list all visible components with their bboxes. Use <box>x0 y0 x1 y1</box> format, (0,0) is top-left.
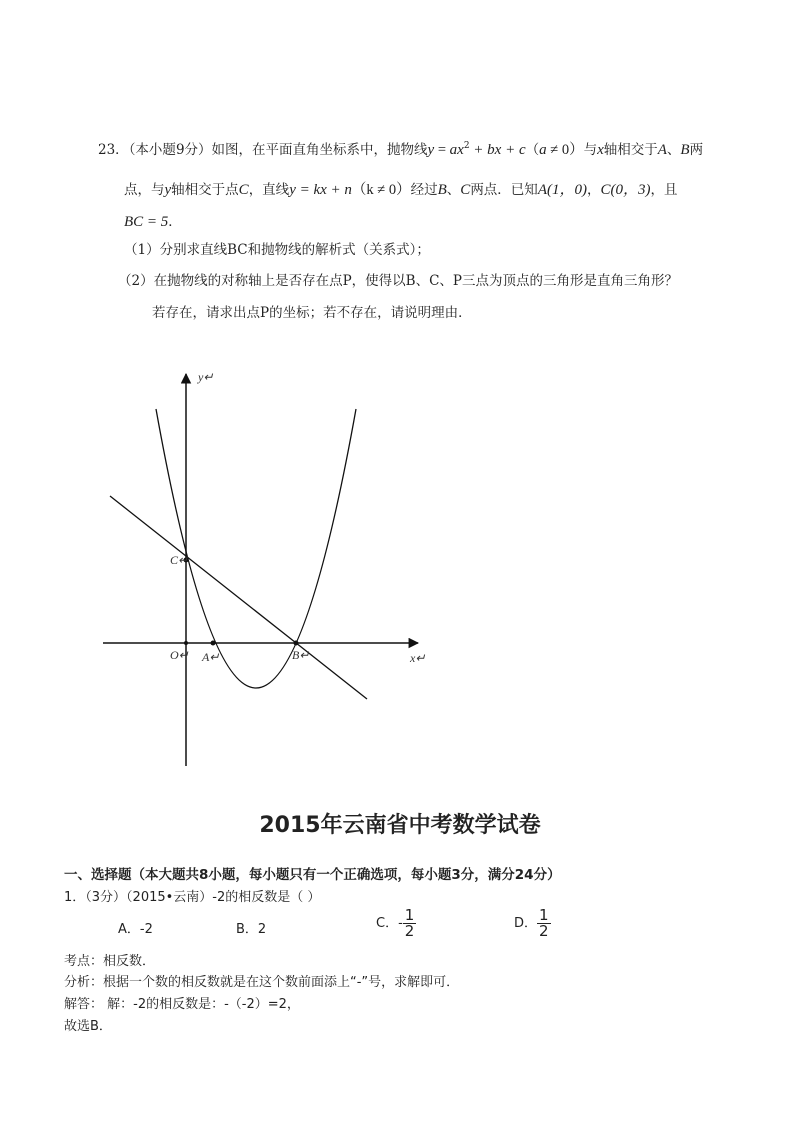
section-heading: 一、选择题（本大题共8小题，每小题只有一个正确选项，每小题3分，满分24分） <box>64 867 561 883</box>
exam-title: 2015年云南省中考数学试卷 <box>259 813 541 838</box>
point-b-label: B↵ <box>292 648 310 662</box>
jieda-line: 解答： 解：-2的相反数是：-（-2）=2， <box>64 997 300 1012</box>
point-a-label: A↵ <box>202 650 220 664</box>
point-c-label: C↵ <box>170 553 189 567</box>
answer-line: 故选B． <box>64 1019 112 1034</box>
option-c: C．- $\frac{1}{2}$ <box>376 906 415 940</box>
point-a <box>211 641 216 646</box>
q23-part2-continued: 若存在，请求出点P的坐标；若不存在，请说明理由． <box>152 305 472 321</box>
option-a: A．-2 <box>118 922 153 937</box>
x-axis-label: x↵ <box>410 651 426 665</box>
kaodian-line: 考点：相反数． <box>64 954 156 969</box>
fraction-half: $\frac{1}{2}$ <box>404 906 415 940</box>
q23-part1: （1）分别求直线BC和抛物线的解析式（关系式）； <box>124 242 430 258</box>
question-1: 1．（3分）（2015•云南）-2的相反数是（ ） <box>64 890 321 905</box>
q23-line2: 点，与y轴相交于点C，直线y = kx + n（k ≠ 0）经过B、C两点．已知A(1，0)，C(0，3)，且 <box>124 182 678 198</box>
q23-part2: （2）在抛物线的对称轴上是否存在点P，使得以B、C、P三点为顶点的三角形是直角三角形？ <box>118 273 679 289</box>
q23-line1: 23．（本小题9分）如图，在平面直角坐标系中，抛物线$y = ax^2$ + bx + c（a ≠ 0）与x轴相交于A、B两 <box>98 141 704 158</box>
origin-label: O↵ <box>170 648 189 662</box>
fenxi-line: 分析：根据一个数的相反数就是在这个数前面添上“-”号，求解即可． <box>64 975 460 990</box>
fraction-half: $\frac{1}{2}$ <box>539 906 549 940</box>
option-b: B．2 <box>236 922 267 937</box>
q23-line3: BC = 5． <box>124 214 182 230</box>
q23-number: 23． <box>98 142 129 158</box>
q23-score: 9 <box>175 142 185 158</box>
y-axis-label: y↵ <box>198 370 214 384</box>
point-b <box>294 641 299 646</box>
origin-point <box>184 641 188 645</box>
parabola-graph <box>100 366 430 771</box>
line-bc <box>110 496 367 699</box>
option-d: D． $\frac{1}{2}$ <box>514 906 549 940</box>
